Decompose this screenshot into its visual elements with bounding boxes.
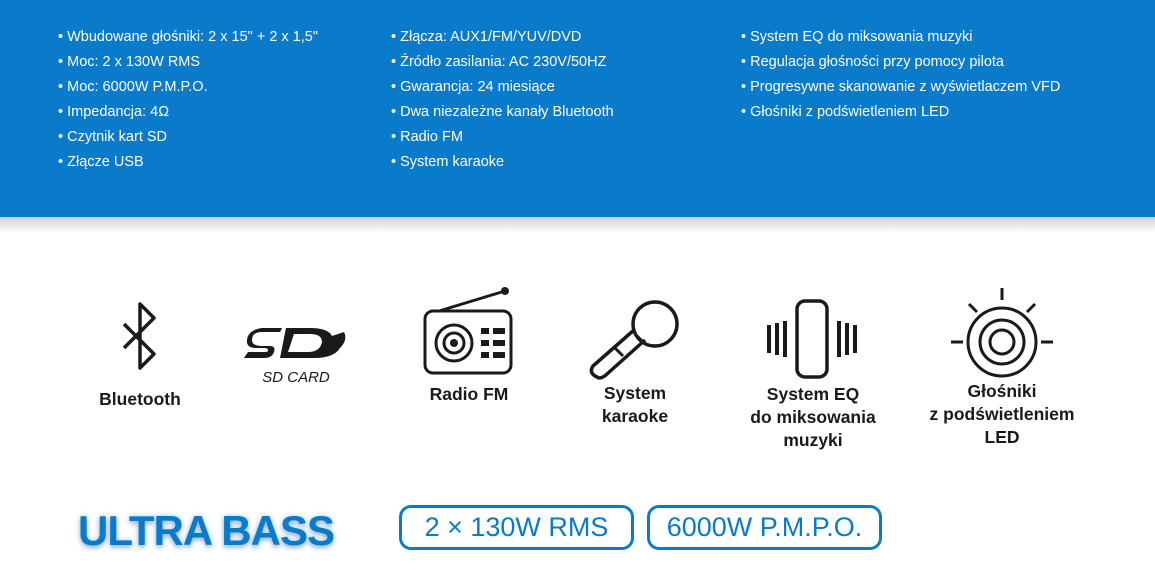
power-pmpo-badge: 6000W P.M.P.O.	[647, 505, 882, 550]
microphone-icon	[585, 296, 685, 380]
feature-bluetooth	[55, 300, 225, 411]
spec-item: • Wbudowane głośniki: 2 x 15" + 2 x 1,5"	[58, 25, 318, 50]
feature-label: System karaoke	[601, 383, 669, 426]
spec-item: • Moc: 6000W P.M.P.O.	[58, 75, 318, 100]
feature-radio	[384, 285, 554, 406]
bluetooth-icon	[110, 300, 170, 380]
led-speaker-icon	[947, 286, 1057, 380]
spec-item: • Źródło zasilania: AC 230V/50HZ	[391, 50, 614, 75]
spec-item: • Moc: 2 x 130W RMS	[58, 50, 318, 75]
spec-item: • Radio FM	[391, 125, 614, 150]
spec-column-3	[741, 25, 1060, 125]
feature-karaoke	[550, 296, 720, 428]
feature-label: Głośniki z podświetleniem LED	[929, 381, 1075, 447]
spec-item: • Głośniki z podświetleniem LED	[741, 100, 1060, 125]
spec-column-1	[58, 25, 318, 175]
brand-title: ULTRA BASS	[78, 507, 334, 554]
feature-label: Radio FM	[429, 384, 509, 404]
power-rms-badge: 2 × 130W RMS	[399, 505, 634, 550]
spec-banner	[0, 0, 1155, 217]
feature-sd-card	[210, 322, 380, 388]
banner-shadow	[0, 217, 1155, 233]
spec-item: • Progresywne skanowanie z wyświetlaczem VFD	[741, 75, 1060, 100]
radio-icon	[419, 285, 519, 379]
feature-label: System EQ do miksowania muzyki	[750, 384, 876, 450]
spec-item: • Złącza: AUX1/FM/YUV/DVD	[391, 25, 614, 50]
feature-label: Bluetooth	[99, 389, 181, 409]
feature-led-speakers	[917, 286, 1087, 449]
spec-item: • Regulacja głośności przy pomocy pilota	[741, 50, 1060, 75]
spec-item: • Impedancja: 4Ω	[58, 100, 318, 125]
feature-equalizer	[728, 297, 898, 452]
sd-card-logo-text: SD CARD	[262, 369, 330, 386]
spec-column-2	[391, 25, 614, 175]
spec-item: • Gwarancja: 24 miesiące	[391, 75, 614, 100]
spec-item: • System karaoke	[391, 150, 614, 175]
spec-item: • Czytnik kart SD	[58, 125, 318, 150]
spec-item: • System EQ do miksowania muzyki	[741, 25, 1060, 50]
spec-item: • Dwa niezależne kanały Bluetooth	[391, 100, 614, 125]
equalizer-icon	[763, 297, 863, 381]
spec-item: • Złącze USB	[58, 150, 318, 175]
sd-card-icon	[240, 322, 350, 388]
